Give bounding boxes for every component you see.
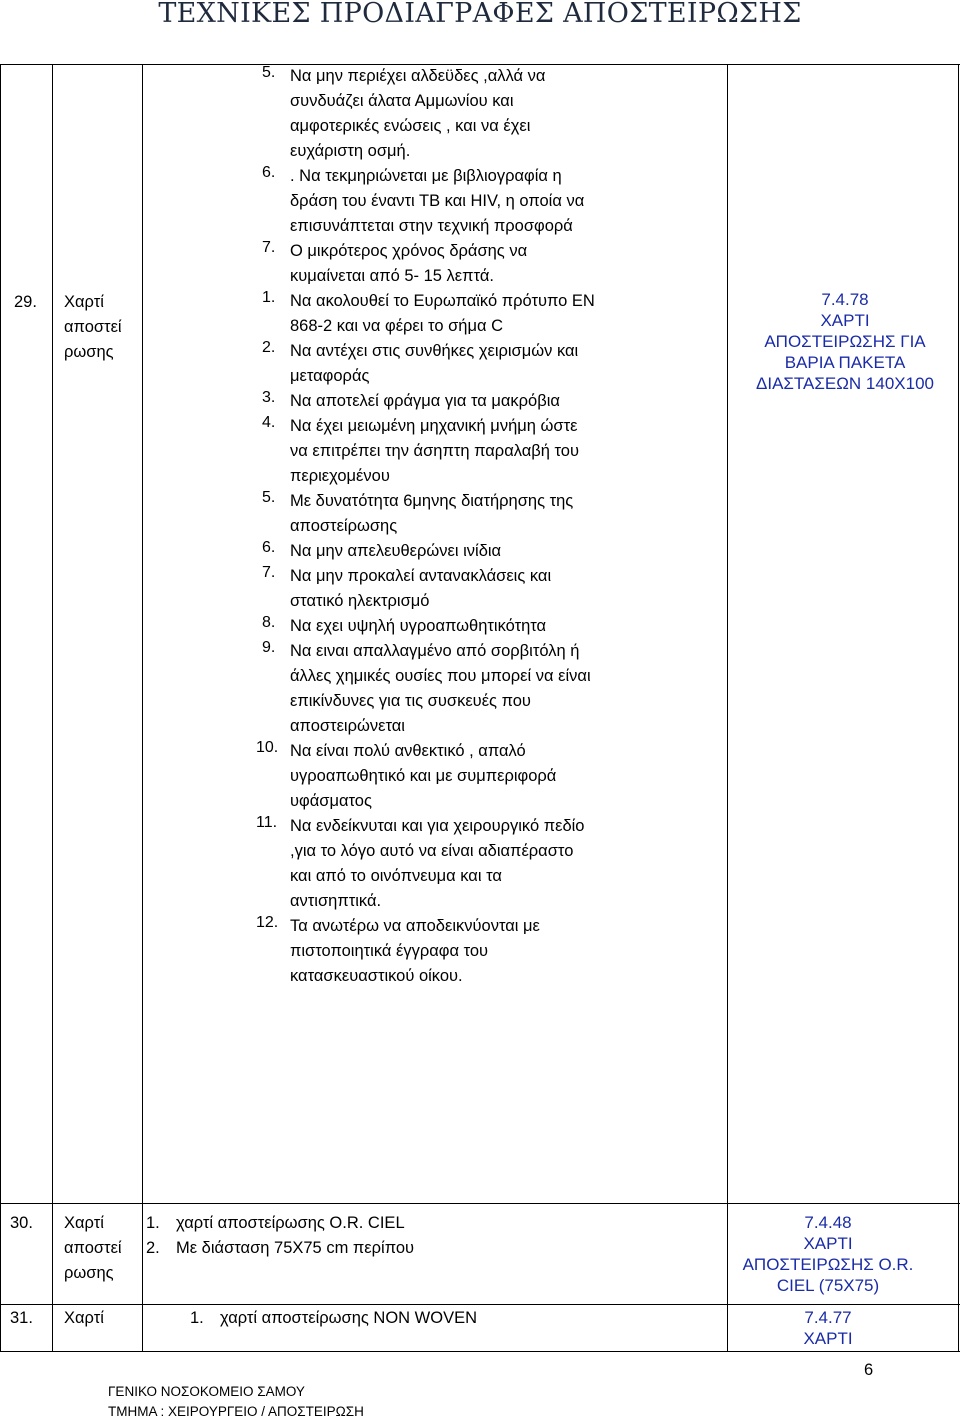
list-item-line: δράση του έναντι ΤΒ και HIV, η οποία να [290, 192, 585, 210]
item-name-line: ρωσης [64, 343, 114, 361]
list-item [256, 64, 648, 164]
list-number: 11. [256, 814, 278, 831]
list-item-line: Να μην περιέχει αλδεϋδες ,αλλά να [290, 67, 546, 85]
item-name-line: Χαρτί [64, 293, 104, 311]
code-line: ΔΙΑΣΤΑΣΕΩΝ 140Χ100 [755, 374, 934, 393]
list-item [256, 289, 648, 339]
list-item [256, 814, 648, 914]
footer-department: ΤΜΗΜΑ : ΧΕΙΡΟΥΡΓΕΙΟ / ΑΠΟΣΤΕΙΡΩΣΗ [108, 1404, 364, 1419]
footer-hospital: ΓΕΝΙΚΟ ΝΟΣΟΚΟΜΕΙΟ ΣΑΜΟΥ [108, 1384, 305, 1399]
list-item-line: αμφοτερικές ενώσεις , και να έχει [290, 117, 531, 135]
list-item [256, 539, 648, 564]
list-number: 7. [262, 239, 276, 256]
list-number: 2. [262, 339, 276, 356]
list-item-line: Να εχει υψηλή υγροαπωθητικότητα [290, 617, 547, 635]
row-number: 29. [14, 293, 37, 311]
code-line: ΑΠΟΣΤΕΙΡΩΣΗΣ ΓΙΑ [764, 332, 926, 351]
list-item [256, 339, 648, 389]
list-item-line: και από το οινόπνευμα και τα [290, 867, 502, 885]
item-name-line: Χαρτί [64, 1214, 104, 1232]
item-name-line: ρωσης [64, 1264, 114, 1282]
page-title: ΤΕΧΝΙΚΕΣ ΠΡΟΔΙΑΓΡΑΦΕΣ ΑΠΟΣΤΕΙΡΩΣΗΣ [158, 0, 802, 29]
list-item [256, 164, 648, 239]
list-item-line: συνδυάζει άλατα Αμμωνίου και [290, 92, 514, 110]
code-line: ΑΠΟΣΤΕΙΡΩΣΗΣ O.R. [742, 1255, 914, 1274]
list-number: 9. [262, 639, 276, 656]
list-item [256, 639, 648, 739]
list-item [256, 389, 648, 414]
code-line: ΒΑΡΙΑ ΠΑΚΕΤΑ [784, 353, 906, 372]
list-number: 6. [262, 539, 276, 556]
list-number: 5. [262, 64, 276, 81]
list-item-line: αντισηπτικά. [290, 892, 382, 910]
code-line: 7.4.77 [804, 1308, 852, 1327]
code-line: 7.4.78 [821, 290, 869, 309]
list-item-line: ευχάριστη οσμή. [290, 142, 411, 160]
list-item-line: υγροαπωθητικό και με συμπεριφορά [290, 767, 557, 785]
item-name-line: αποστεί [64, 318, 122, 336]
list-item: Με διάσταση 75Χ75 cm περίπου [176, 1239, 415, 1257]
list-item-line: επισυνάπτεται στην τεχνική προσφορά [290, 217, 573, 235]
list-item: χαρτί αποστείρωσης O.R. CIEL [176, 1214, 405, 1232]
list-item-line: Να ακολουθεί το Ευρωπαϊκό πρότυπο ΕΝ [290, 292, 595, 310]
list-item-line: Να μην προκαλεί αντανακλάσεις και [290, 567, 552, 585]
list-item-line: 868-2 και να φέρει το σήμα C [290, 317, 503, 335]
list-number: 5. [262, 489, 276, 506]
list-item-line: Να έχει μειωμένη μηχανική μνήμη ώστε [290, 417, 578, 435]
list-item-line: μεταφοράς [290, 367, 370, 385]
list-item [256, 414, 648, 489]
list-item-line: ,για το λόγο αυτό να είναι αδιαπέραστο [290, 842, 574, 860]
list-number: 12. [256, 914, 279, 931]
list-number: 7. [262, 564, 276, 581]
list-item-line: Να είναι πολύ ανθεκτικό , απαλό [290, 742, 526, 760]
list-item [256, 239, 648, 289]
list-item-line: . Να τεκμηριώνεται με βιβλιογραφία η [290, 167, 562, 185]
list-item [256, 614, 648, 639]
list-item-line: πιστοποιητικά έγγραφα του [290, 942, 489, 960]
list-item-line: να επιτρέπει την άσηπτη παραλαβή του [290, 442, 580, 460]
list-number: 3. [262, 389, 276, 406]
list-number: 8. [262, 614, 276, 631]
list-number: 6. [262, 164, 276, 181]
row-number: 30. [10, 1214, 33, 1232]
list-item-line: Τα ανωτέρω να αποδεικνύονται με [290, 917, 540, 935]
list-item-line: επικίνδυνες για τις συσκευές που [290, 692, 531, 710]
list-item-line: αποστειρώνεται [290, 717, 405, 735]
list-item-line: άλλες χημικές ουσίες που μπορεί να είναι [290, 667, 591, 685]
list-item [256, 739, 648, 814]
list-number: 2. [146, 1239, 160, 1257]
page-number: 6 [864, 1361, 874, 1379]
code-line: CIEL (75X75) [776, 1276, 880, 1295]
list-item-line: Να ειναι απαλλαγμένο από σορβιτόλη ή [290, 642, 580, 660]
list-number: 10. [256, 739, 279, 756]
list-number: 1. [146, 1214, 160, 1232]
list-item-line: αποστείρωσης [290, 517, 398, 535]
list-item-line: Ο μικρότερος χρόνος δράσης να [290, 242, 528, 260]
code-line: ΧΑΡΤΙ [803, 1329, 853, 1348]
row-number: 31. [10, 1309, 33, 1327]
list-item [256, 489, 648, 539]
list-item-line: υφάσματος [290, 792, 372, 810]
list-item-line: περιεχομένου [290, 467, 390, 485]
list-item: χαρτί αποστείρωσης NON WOVEN [220, 1309, 478, 1327]
item-name-line: αποστεί [64, 1239, 122, 1257]
list-item-line: Να αποτελεί φράγμα για τα μακρόβια [290, 392, 560, 410]
list-number: 1. [190, 1309, 204, 1327]
code-line: ΧΑΡΤΙ [820, 311, 870, 330]
product-code [718, 1212, 938, 1296]
item-name: Χαρτί [64, 1309, 104, 1327]
code-line: ΧΑΡΤΙ [803, 1234, 853, 1253]
list-number: 1. [262, 289, 276, 306]
product-code [735, 289, 955, 394]
list-item-line: Με δυνατότητα 6μηνης διατήρησης της [290, 492, 574, 510]
product-code [718, 1307, 938, 1349]
list-item-line: κατασκευαστικού οίκου. [290, 967, 463, 985]
list-item-line: Να αντέχει στις συνθήκες χειρισμών και [290, 342, 579, 360]
list-item-line: Να μην απελευθερώνει ινίδια [290, 542, 502, 560]
list-item-line: κυμαίνεται από 5- 15 λεπτά. [290, 267, 494, 285]
list-item-line: Να ενδείκνυται και για χειρουργικό πεδίο [290, 817, 585, 835]
list-number: 4. [262, 414, 276, 431]
list-item [256, 564, 648, 614]
code-line: 7.4.48 [804, 1213, 852, 1232]
list-item-line: στατικό ηλεκτρισμό [290, 592, 430, 610]
list-item [256, 914, 648, 989]
